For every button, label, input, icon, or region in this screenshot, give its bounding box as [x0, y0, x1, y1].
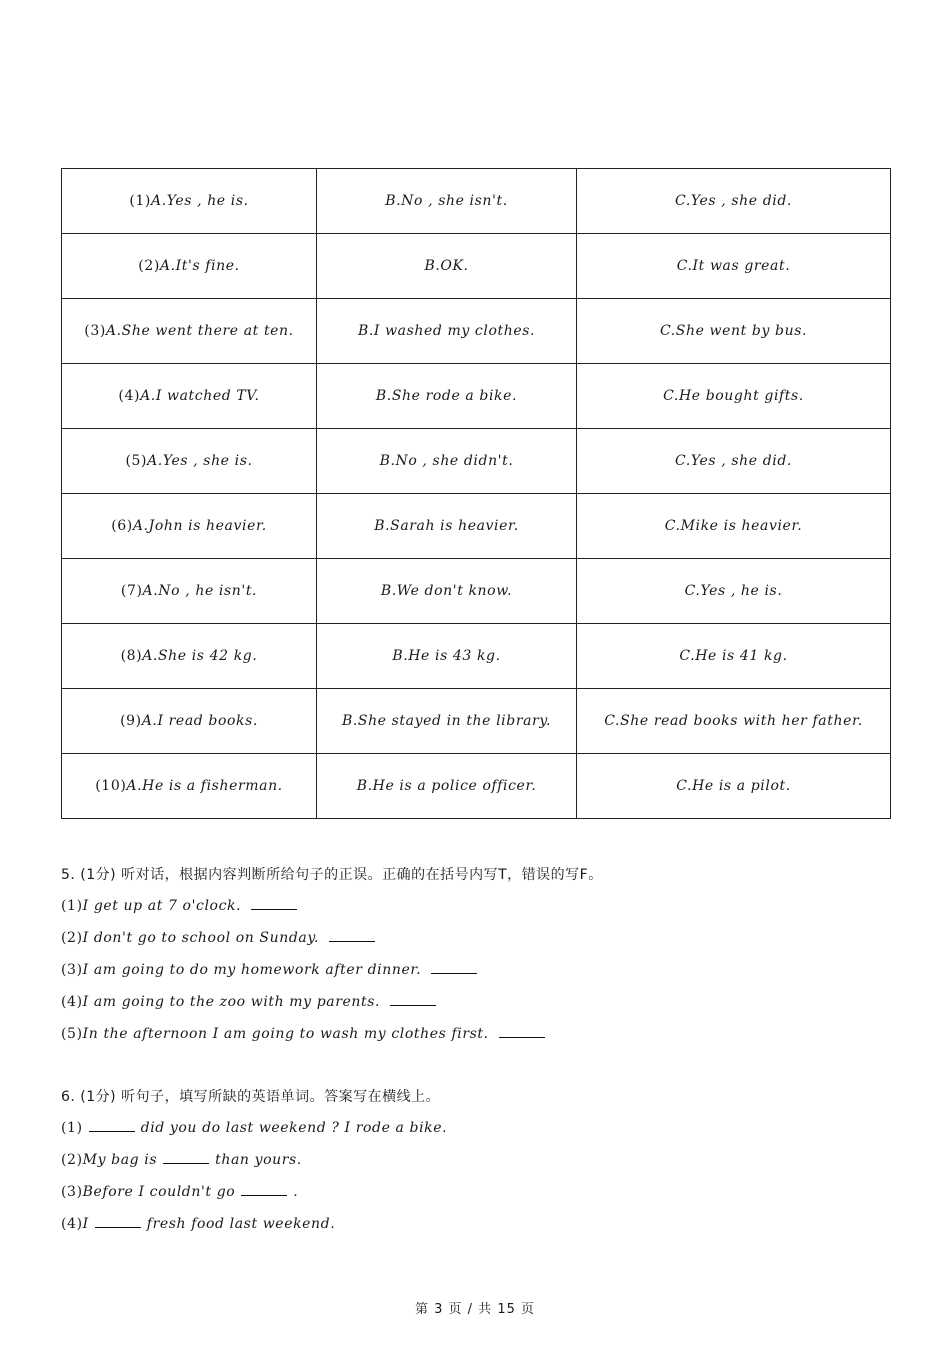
option-cell-a [62, 234, 317, 299]
option-a-text: A.I read books. [141, 713, 258, 729]
sentence-number: (1) [61, 1120, 83, 1136]
item-number: (9) [120, 713, 142, 729]
option-cell-a [62, 299, 317, 364]
q5-statement [61, 930, 381, 946]
option-cell-a [62, 754, 317, 819]
option-cell-a [62, 364, 317, 429]
item-number: (6) [111, 518, 133, 534]
q5-statement [61, 994, 442, 1010]
answer-blank[interactable] [390, 1004, 436, 1006]
option-a-text: A.Yes , she is. [147, 453, 253, 469]
sentence-before: My bag is [82, 1152, 158, 1168]
sentence-before: Before I couldn't go [82, 1184, 236, 1200]
item-number: (8) [120, 648, 143, 664]
sentence-number: (2) [61, 1152, 83, 1168]
item-number: (1) [129, 193, 151, 209]
statement-number: (5) [61, 1026, 83, 1042]
sentence-after: . [293, 1184, 299, 1200]
statement-number: (3) [61, 962, 83, 978]
statement-number: (4) [61, 994, 83, 1010]
option-cell-c [577, 689, 891, 754]
option-cell-c [577, 299, 891, 364]
option-row [62, 689, 891, 754]
option-cell-b [317, 494, 577, 559]
option-a-text: A.Yes , he is. [150, 193, 249, 209]
option-b-text: B.OK. [424, 258, 469, 274]
sentence-after: did you do last weekend ? I rode a bike. [140, 1120, 448, 1136]
option-cell-b [317, 234, 577, 299]
statement-text: In the afternoon I am going to wash my clothes first. [82, 1026, 489, 1042]
sentence-after: fresh food last weekend. [146, 1216, 336, 1232]
option-cell-b [317, 364, 577, 429]
sentence-number: (4) [61, 1216, 83, 1232]
option-cell-c [577, 364, 891, 429]
option-b-text: B.He is a police officer. [356, 778, 537, 794]
option-c-text: C.He is a pilot. [676, 778, 791, 794]
q6-sentence [61, 1120, 447, 1136]
question-5-heading: 5. (1分) 听对话，根据内容判断所给句子的正误。正确的在括号内写T，错误的写F。 [61, 867, 603, 883]
option-cell-c [577, 169, 891, 234]
option-b-text: B.No , she isn't. [385, 193, 508, 209]
option-cell-a [62, 429, 317, 494]
option-row [62, 364, 891, 429]
statement-number: (2) [61, 930, 83, 946]
option-row [62, 624, 891, 689]
option-c-text: C.She read books with her father. [604, 713, 863, 729]
option-cell-b [317, 689, 577, 754]
option-b-text: B.He is 43 kg. [392, 648, 501, 664]
answer-blank[interactable] [499, 1036, 545, 1038]
option-c-text: C.He bought gifts. [663, 388, 804, 404]
answer-blank[interactable] [329, 940, 375, 942]
option-a-text: A.It's fine. [159, 258, 240, 274]
answer-options-table [61, 168, 891, 819]
option-cell-a [62, 689, 317, 754]
answer-blank[interactable] [89, 1130, 135, 1132]
option-b-text: B.She rode a bike. [375, 388, 518, 404]
statement-text: I get up at 7 o'clock. [82, 898, 242, 914]
option-cell-c [577, 234, 891, 299]
item-number: (7) [120, 583, 143, 599]
option-b-text: B.I washed my clothes. [357, 323, 536, 339]
option-cell-b [317, 559, 577, 624]
option-row [62, 494, 891, 559]
statement-text: I am going to the zoo with my parents. [82, 994, 381, 1010]
q5-statement [61, 898, 303, 914]
sentence-number: (3) [61, 1184, 83, 1200]
option-a-text: A.He is a fisherman. [126, 778, 283, 794]
option-cell-a [62, 494, 317, 559]
answer-options-body [62, 169, 891, 819]
statement-number: (1) [61, 898, 83, 914]
option-cell-c [577, 429, 891, 494]
answer-blank[interactable] [241, 1194, 287, 1196]
option-cell-a [62, 559, 317, 624]
option-c-text: C.It was great. [676, 258, 791, 274]
q5-statement [61, 962, 483, 978]
option-b-text: B.We don't know. [380, 583, 513, 599]
option-row [62, 559, 891, 624]
item-number: (4) [118, 388, 141, 404]
option-cell-a [62, 169, 317, 234]
q6-sentence [61, 1152, 302, 1168]
statement-text: I am going to do my homework after dinner. [82, 962, 422, 978]
item-number: (10) [95, 778, 127, 794]
option-cell-b [317, 429, 577, 494]
option-c-text: C.Yes , she did. [675, 193, 792, 209]
option-row [62, 754, 891, 819]
q5-statement [61, 1026, 551, 1042]
option-a-text: A.John is heavier. [132, 518, 267, 534]
option-b-text: B.She stayed in the library. [341, 713, 552, 729]
answer-blank[interactable] [431, 972, 477, 974]
sentence-before: I [82, 1216, 89, 1232]
option-row [62, 169, 891, 234]
item-number: (5) [125, 453, 148, 469]
page-footer: 第 3 页 / 共 15 页 [415, 1302, 535, 1317]
option-c-text: C.Mike is heavier. [664, 518, 803, 534]
option-c-text: C.She went by bus. [659, 323, 808, 339]
option-cell-c [577, 624, 891, 689]
q6-sentence [61, 1184, 298, 1200]
option-b-text: B.Sarah is heavier. [374, 518, 519, 534]
option-row [62, 234, 891, 299]
option-cell-b [317, 754, 577, 819]
option-cell-c [577, 754, 891, 819]
option-row [62, 429, 891, 494]
q6-sentence [61, 1216, 335, 1232]
option-c-text: C.Yes , he is. [684, 583, 783, 599]
question-6-heading: 6. (1分) 听句子，填写所缺的英语单词。答案写在横线上。 [61, 1089, 441, 1105]
option-c-text: C.Yes , she did. [675, 453, 792, 469]
answer-blank[interactable] [163, 1162, 209, 1164]
option-a-text: A.I watched TV. [140, 388, 260, 404]
option-row [62, 299, 891, 364]
answer-blank[interactable] [95, 1226, 141, 1228]
option-c-text: C.He is 41 kg. [679, 648, 788, 664]
option-cell-b [317, 624, 577, 689]
option-b-text: B.No , she didn't. [379, 453, 514, 469]
option-cell-b [317, 169, 577, 234]
option-cell-c [577, 559, 891, 624]
option-cell-b [317, 299, 577, 364]
option-a-text: A.She went there at ten. [105, 323, 294, 339]
answer-blank[interactable] [251, 908, 297, 910]
statement-text: I don't go to school on Sunday. [82, 930, 320, 946]
option-cell-c [577, 494, 891, 559]
option-a-text: A.She is 42 kg. [142, 648, 258, 664]
sentence-after: than yours. [215, 1152, 302, 1168]
option-a-text: A.No , he isn't. [142, 583, 258, 599]
item-number: (3) [84, 323, 106, 339]
item-number: (2) [138, 258, 160, 274]
option-cell-a [62, 624, 317, 689]
